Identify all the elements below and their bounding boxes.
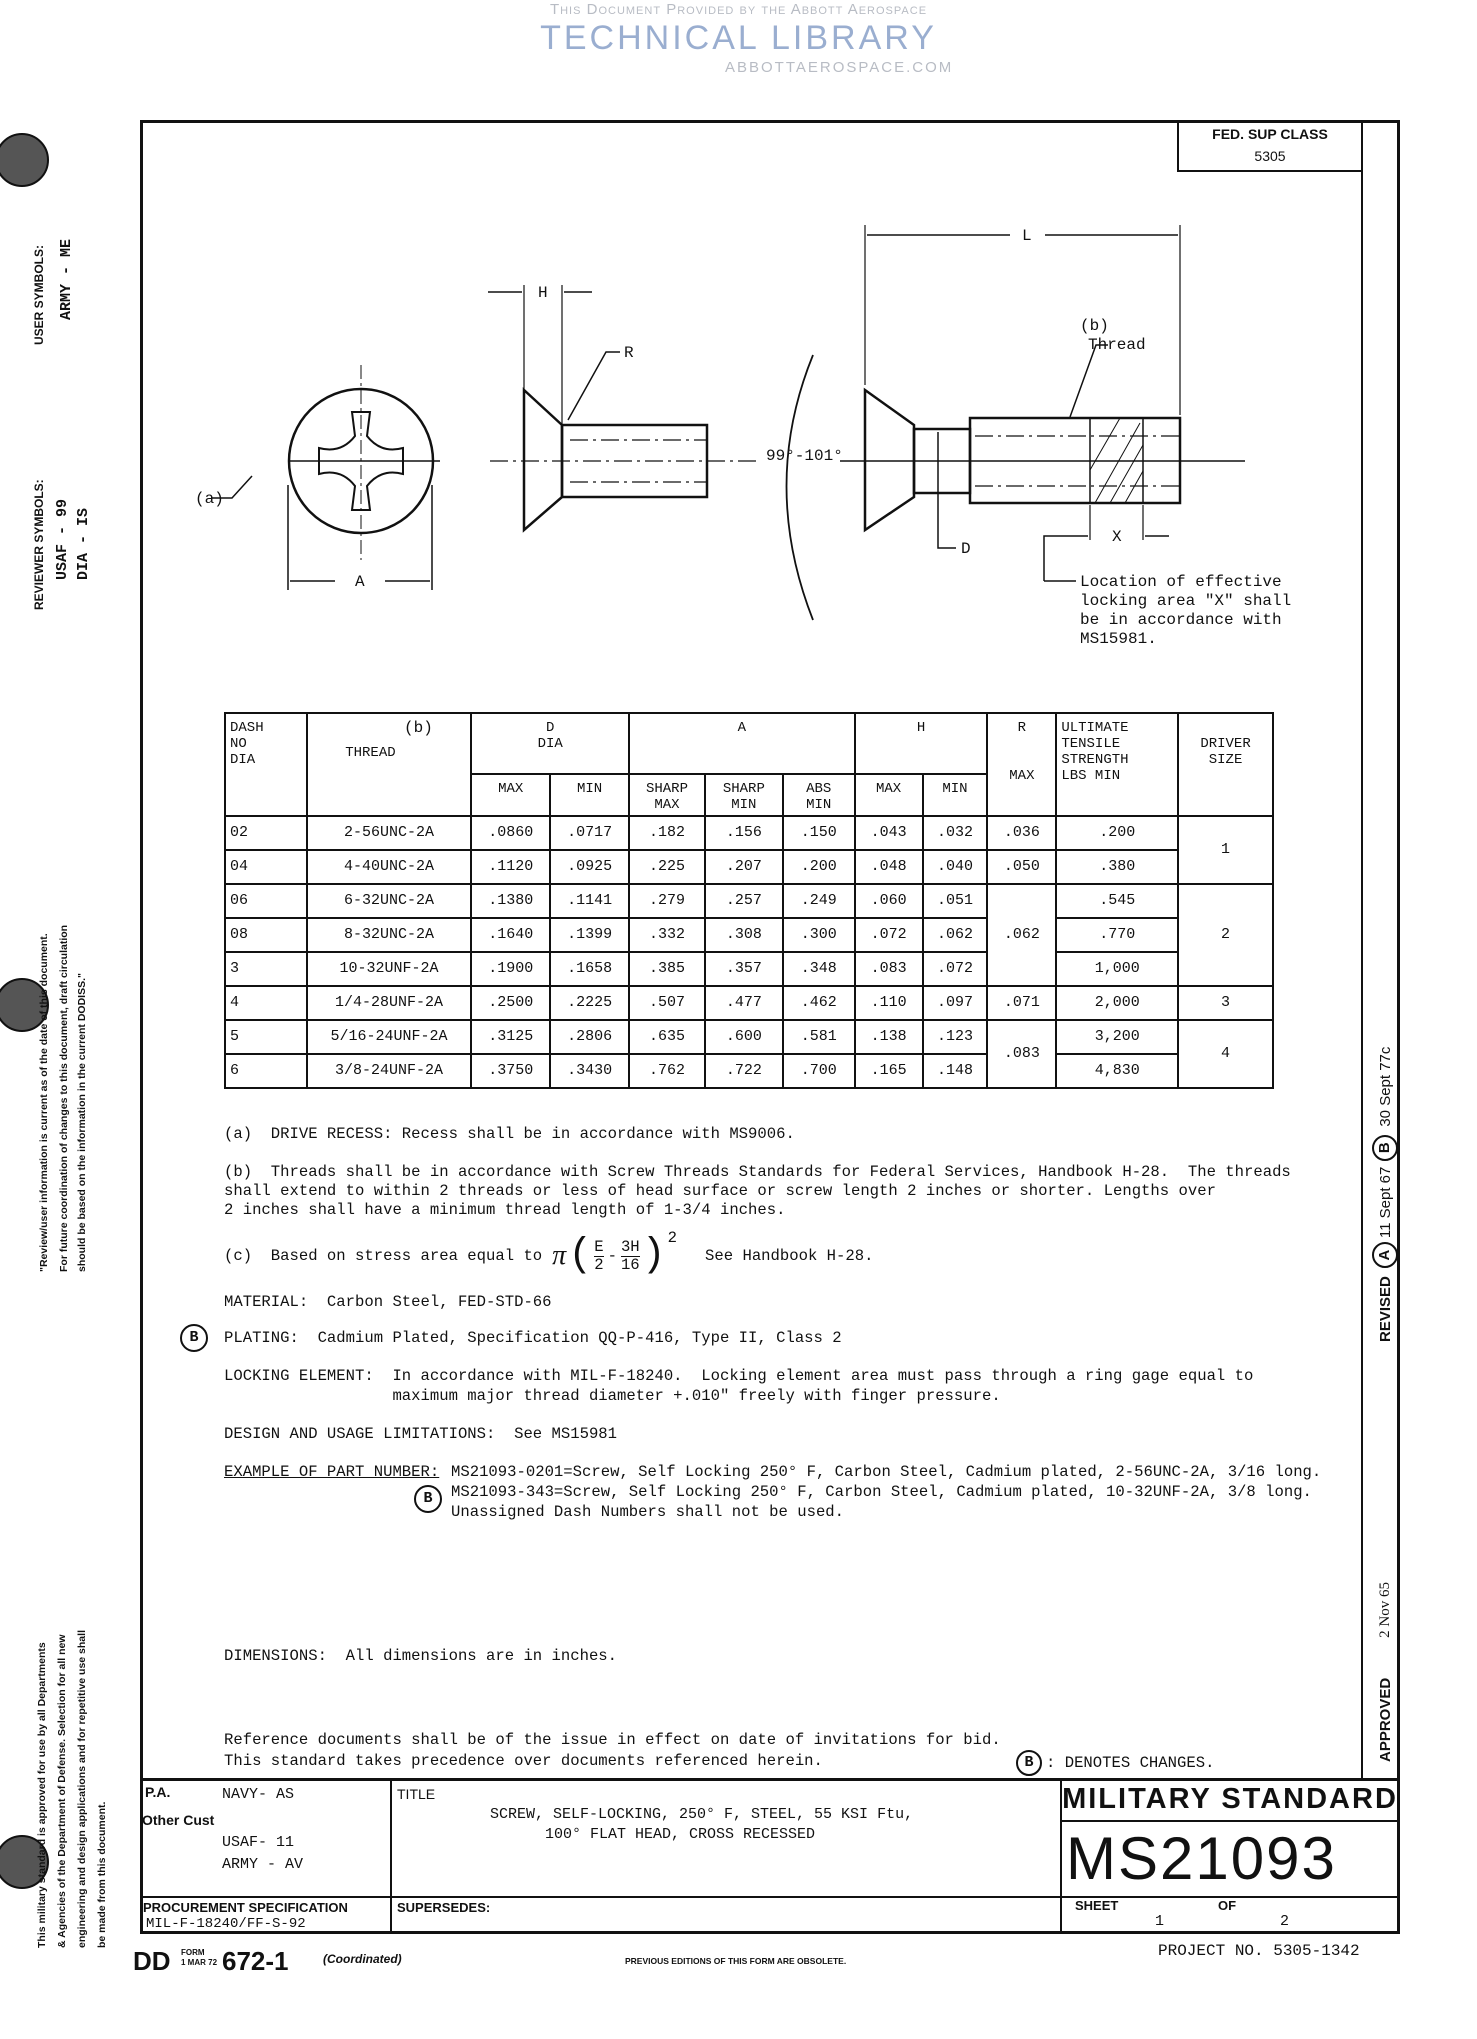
revision-b-date: 30 Sept 77c xyxy=(1376,1046,1394,1127)
dimension-table xyxy=(224,712,1274,1089)
cell-a-abs-min: .581 xyxy=(783,1020,855,1054)
approval-note-line: This military standard is approved for use by all Departments xyxy=(36,1642,48,1948)
cell-a-sharp-min: .257 xyxy=(705,884,783,918)
cell-a-abs-min: .300 xyxy=(783,918,855,952)
title-block-divider xyxy=(1060,1820,1400,1822)
cell-h-max: .083 xyxy=(855,952,923,986)
cell-a-abs-min: .150 xyxy=(783,816,855,850)
watermark-url: ABBOTTAEROSPACE.COM xyxy=(725,59,954,76)
cell-a-sharp-max: .385 xyxy=(629,952,705,986)
cell-r-max: .036 xyxy=(987,816,1056,850)
cell-d-max: .3750 xyxy=(471,1054,550,1088)
revision-a-mark: A xyxy=(1372,1242,1398,1268)
revised-label: REVISED xyxy=(1376,1276,1394,1342)
cell-d-max: .0860 xyxy=(471,816,550,850)
cell-dash-no: 06 xyxy=(225,884,307,918)
change-b-mark: B xyxy=(414,1485,442,1513)
table-row xyxy=(225,816,1273,850)
cell-r-max: .062 xyxy=(987,884,1056,986)
note-a-label: (a) xyxy=(195,490,224,508)
cell-thread: 10-32UNF-2A xyxy=(307,952,472,986)
cell-a-sharp-max: .225 xyxy=(629,850,705,884)
pa-label: P.A. xyxy=(145,1784,171,1800)
locking-element-line: LOCKING ELEMENT: In accordance with MIL-F-18240. Locking element area must pass through a ring gage equal to xyxy=(224,1367,1254,1385)
cell-r-max: .050 xyxy=(987,850,1056,884)
cell-a-sharp-min: .477 xyxy=(705,986,783,1020)
project-number: PROJECT NO. 5305-1342 xyxy=(1158,1942,1360,1960)
reference-note-line: This standard takes precedence over documents referenced herein. xyxy=(224,1752,823,1770)
title-line: 100° FLAT HEAD, CROSS RECESSED xyxy=(545,1826,816,1843)
header-h-min: MIN xyxy=(923,774,988,816)
cell-driver-size: 1 xyxy=(1178,816,1273,884)
cell-thread: 6-32UNC-2A xyxy=(307,884,472,918)
form-date: FORM 1 MAR 72 xyxy=(181,1948,218,1967)
cell-tensile-strength: .770 xyxy=(1056,918,1178,952)
formula-e-over-2: E 2 xyxy=(594,1237,604,1274)
title-label: TITLE xyxy=(397,1786,436,1802)
dimension-label-x: X xyxy=(1112,528,1122,546)
header-a-sharp-min: SHARP MIN xyxy=(705,774,783,816)
cell-a-sharp-max: .279 xyxy=(629,884,705,918)
cell-thread: 8-32UNC-2A xyxy=(307,918,472,952)
cell-tensile-strength: 2,000 xyxy=(1056,986,1178,1020)
cell-d-min: .0717 xyxy=(550,816,629,850)
change-b-mark: B xyxy=(1016,1750,1042,1776)
example-label: EXAMPLE OF PART NUMBER: xyxy=(224,1463,440,1481)
location-note-line: locking area "X" shall xyxy=(1080,592,1292,610)
plating: PLATING: Cadmium Plated, Specification QQ-P-416, Type II, Class 2 xyxy=(224,1329,842,1347)
header-driver-size: DRIVER SIZE xyxy=(1178,713,1273,816)
cell-h-min: .062 xyxy=(923,918,988,952)
cell-a-sharp-min: .600 xyxy=(705,1020,783,1054)
dimension-label-r: R xyxy=(624,344,634,362)
cell-h-min: .072 xyxy=(923,952,988,986)
cell-dash-no: 5 xyxy=(225,1020,307,1054)
design-usage-limitations: DESIGN AND USAGE LIMITATIONS: See MS15981 xyxy=(224,1425,618,1443)
cell-h-max: .138 xyxy=(855,1020,923,1054)
approval-note-line: be made from this document. xyxy=(96,1801,108,1948)
cell-a-sharp-max: .762 xyxy=(629,1054,705,1088)
header-r: R MAX xyxy=(987,713,1056,816)
dimension-label-l: L xyxy=(1022,227,1032,245)
coordinated-label: (Coordinated) xyxy=(323,1952,402,1966)
cell-a-sharp-max: .182 xyxy=(629,816,705,850)
approval-note-line: & Agencies of the Department of Defense. Selection for all new xyxy=(56,1634,68,1948)
cell-dash-no: 3 xyxy=(225,952,307,986)
cell-a-sharp-min: .207 xyxy=(705,850,783,884)
review-note-line: should be based on the information in the current DODISS." xyxy=(76,973,88,1272)
revision-b-mark: B xyxy=(1372,1135,1398,1161)
other-cust-value: USAF- 11 xyxy=(222,1834,295,1851)
dimension-label-d: D xyxy=(961,540,971,558)
user-symbols: ARMY - ME xyxy=(58,238,75,320)
reviewer-symbol: USAF - 99 xyxy=(54,498,71,580)
cell-h-max: .048 xyxy=(855,850,923,884)
of-label: OF xyxy=(1218,1898,1237,1913)
example-part-number-1: MS21093-0201=Screw, Self Locking 250° F, Carbon Steel, Cadmium plated, 2-56UNC-2A, 3/16 long. xyxy=(451,1463,1322,1481)
cell-d-min: .1399 xyxy=(550,918,629,952)
revision-column-divider xyxy=(1361,120,1363,1780)
review-note-line: "Review/user information is current as of the date of this document. xyxy=(38,933,50,1272)
table-row xyxy=(225,986,1273,1020)
dimensions-note: DIMENSIONS: All dimensions are in inches. xyxy=(224,1647,618,1665)
header-h: H xyxy=(855,713,988,774)
cell-h-min: .123 xyxy=(923,1020,988,1054)
title-block-divider xyxy=(390,1778,392,1934)
fed-sup-class-value: 5305 xyxy=(1254,148,1286,164)
cell-a-sharp-min: .156 xyxy=(705,816,783,850)
location-note-line: be in accordance with xyxy=(1080,611,1282,629)
thread-note-label: (b) xyxy=(1080,317,1109,335)
reference-note-line: Reference documents shall be of the issue in effect on date of invitations for bid. xyxy=(224,1731,1001,1749)
note-b-line: shall extend to within 2 threads or less of head surface or screw length 2 inches or shorter. Lengths over xyxy=(224,1182,1216,1200)
cell-a-abs-min: .348 xyxy=(783,952,855,986)
cell-h-min: .051 xyxy=(923,884,988,918)
cell-tensile-strength: 4,830 xyxy=(1056,1054,1178,1088)
cell-tensile-strength: 1,000 xyxy=(1056,952,1178,986)
cell-a-abs-min: .249 xyxy=(783,884,855,918)
cell-driver-size: 3 xyxy=(1178,986,1273,1020)
cell-a-abs-min: .700 xyxy=(783,1054,855,1088)
cell-d-max: .2500 xyxy=(471,986,550,1020)
table-row xyxy=(225,884,1273,918)
approval-note-line: engineering and design applications and for repetitive use shall xyxy=(76,1630,88,1948)
table-row xyxy=(225,918,1273,952)
header-ultimate-tensile-strength: ULTIMATE TENSILE STRENGTH LBS MIN xyxy=(1056,713,1178,816)
cell-a-sharp-min: .722 xyxy=(705,1054,783,1088)
note-c-prefix: (c) Based on stress area equal to xyxy=(224,1247,543,1265)
form-dd: DD xyxy=(133,1946,171,1976)
header-thread: THREAD $^{(b)}$ xyxy=(307,713,472,816)
military-standard-heading: MILITARY STANDARD xyxy=(1062,1783,1398,1815)
cell-h-max: .110 xyxy=(855,986,923,1020)
other-cust-label: Other Cust xyxy=(142,1812,215,1828)
cell-a-sharp-max: .332 xyxy=(629,918,705,952)
formula-exponent: 2 xyxy=(667,1229,678,1247)
pa-value: NAVY- AS xyxy=(222,1786,295,1803)
cell-dash-no: 6 xyxy=(225,1054,307,1088)
cell-d-min: .0925 xyxy=(550,850,629,884)
revision-a-date: 11 Sept 67 xyxy=(1376,1166,1394,1239)
cell-tensile-strength: .200 xyxy=(1056,816,1178,850)
user-symbols-label: USER SYMBOLS: xyxy=(32,244,46,345)
cell-h-min: .032 xyxy=(923,816,988,850)
revision-history xyxy=(1372,1047,1398,1762)
cell-r-max: .071 xyxy=(987,986,1056,1020)
procurement-spec-label: PROCUREMENT SPECIFICATION xyxy=(143,1900,348,1915)
note-c: (c) Based on stress area equal to π ( E 2 - 3H 16 ) 2 See Handbook H-28. xyxy=(224,1229,874,1278)
reviewer-symbols-label: REVIEWER SYMBOLS: xyxy=(32,479,46,610)
watermark-technical-library: TECHNICAL LIBRARY xyxy=(540,19,937,57)
cell-d-max: .1120 xyxy=(471,850,550,884)
form-number: 672-1 xyxy=(222,1946,289,1976)
cell-d-max: .3125 xyxy=(471,1020,550,1054)
table-row xyxy=(225,1020,1273,1054)
table-row xyxy=(225,850,1273,884)
header-d-max: MAX xyxy=(471,774,550,816)
cell-d-min: .1658 xyxy=(550,952,629,986)
cell-tensile-strength: .380 xyxy=(1056,850,1178,884)
previous-editions-note: PREVIOUS EDITIONS OF THIS FORM ARE OBSOLETE. xyxy=(625,1956,847,1966)
table-row xyxy=(225,1054,1273,1088)
cell-h-max: .072 xyxy=(855,918,923,952)
watermark-provided-by: This Document Provided by the Abbott Aerospace xyxy=(549,1,928,18)
header-a: A xyxy=(629,713,855,774)
thread-label: Thread xyxy=(1088,336,1146,354)
location-note-line: Location of effective xyxy=(1080,573,1282,591)
cell-dash-no: 08 xyxy=(225,918,307,952)
unassigned-dash-note: Unassigned Dash Numbers shall not be used. xyxy=(451,1503,845,1521)
note-b-line: 2 inches shall have a minimum thread length of 1-3/4 inches. xyxy=(224,1201,786,1219)
cell-driver-size: 2 xyxy=(1178,884,1273,986)
angle-label: 99°-101° xyxy=(766,447,843,465)
cell-driver-size: 4 xyxy=(1178,1020,1273,1088)
cell-tensile-strength: .545 xyxy=(1056,884,1178,918)
cell-d-min: .2225 xyxy=(550,986,629,1020)
cell-d-max: .1900 xyxy=(471,952,550,986)
cell-thread: 1/4-28UNF-2A xyxy=(307,986,472,1020)
cell-tensile-strength: 3,200 xyxy=(1056,1020,1178,1054)
header-dash-no: DASH NO DIA xyxy=(225,713,307,816)
fed-sup-class-label: FED. SUP CLASS xyxy=(1212,126,1328,142)
location-note-line: MS15981. xyxy=(1080,630,1157,648)
cell-h-min: .097 xyxy=(923,986,988,1020)
standard-number: MS21093 xyxy=(1066,1825,1337,1892)
cell-d-min: .1141 xyxy=(550,884,629,918)
sheet-label: SHEET xyxy=(1075,1898,1119,1913)
supersedes-label: SUPERSEDES: xyxy=(397,1900,491,1915)
cell-dash-no: 02 xyxy=(225,816,307,850)
cell-thread: 2-56UNC-2A xyxy=(307,816,472,850)
table-row xyxy=(225,952,1273,986)
cell-h-max: .043 xyxy=(855,816,923,850)
dimension-label-a: A xyxy=(355,573,365,591)
note-a: (a) DRIVE RECESS: Recess shall be in accordance with MS9006. xyxy=(224,1125,795,1143)
note-b-line: (b) Threads shall be in accordance with Screw Threads Standards for Federal Services, Handbook H-28. The threads xyxy=(224,1163,1291,1181)
cell-r-max: .083 xyxy=(987,1020,1056,1088)
cell-a-sharp-min: .357 xyxy=(705,952,783,986)
approved-label: APPROVED xyxy=(1376,1677,1394,1762)
pi-symbol: π xyxy=(552,1240,567,1271)
cell-thread: 4-40UNC-2A xyxy=(307,850,472,884)
reviewer-symbol: DIA - IS xyxy=(75,507,92,580)
approved-date: 2 Nov 65 xyxy=(1376,1581,1393,1638)
cell-dash-no: 4 xyxy=(225,986,307,1020)
locking-element-line: maximum major thread diameter +.010" freely with finger pressure. xyxy=(224,1387,1001,1405)
header-h-max: MAX xyxy=(855,774,923,816)
title-block-divider xyxy=(140,1896,1400,1898)
cell-h-min: .148 xyxy=(923,1054,988,1088)
cell-h-max: .060 xyxy=(855,884,923,918)
formula-3h-over-16: 3H 16 xyxy=(620,1237,640,1274)
of-value: 2 xyxy=(1280,1913,1290,1930)
cell-h-max: .165 xyxy=(855,1054,923,1088)
cell-a-sharp-max: .507 xyxy=(629,986,705,1020)
cell-a-abs-min: .200 xyxy=(783,850,855,884)
change-b-mark: B xyxy=(180,1324,208,1352)
sheet-value: 1 xyxy=(1155,1913,1165,1930)
cell-thread: 5/16-24UNF-2A xyxy=(307,1020,472,1054)
fed-sup-class-box xyxy=(1177,120,1363,172)
header-d-dia: D DIA xyxy=(471,713,629,774)
other-cust-value: ARMY - AV xyxy=(222,1856,304,1873)
denotes-changes: : DENOTES CHANGES. xyxy=(1046,1754,1215,1772)
cell-d-max: .1640 xyxy=(471,918,550,952)
procurement-spec-value: MIL-F-18240/FF-S-92 xyxy=(146,1916,306,1932)
cell-dash-no: 04 xyxy=(225,850,307,884)
header-a-sharp-max: SHARP MAX xyxy=(629,774,705,816)
cell-a-sharp-min: .308 xyxy=(705,918,783,952)
dimension-label-h: H xyxy=(538,284,548,302)
example-part-number-2: MS21093-343=Screw, Self Locking 250° F, Carbon Steel, Cadmium plated, 10-32UNF-2A, 3/8 long. xyxy=(451,1483,1312,1501)
material: MATERIAL: Carbon Steel, FED-STD-66 xyxy=(224,1293,552,1311)
note-c-suffix: See Handbook H-28. xyxy=(705,1247,874,1265)
cell-d-min: .3430 xyxy=(550,1054,629,1088)
cell-a-abs-min: .462 xyxy=(783,986,855,1020)
header-a-abs-min: ABS MIN xyxy=(783,774,855,816)
review-note-line: For future coordination of changes to this document, draft circulation xyxy=(58,924,70,1272)
cell-h-min: .040 xyxy=(923,850,988,884)
title-line: SCREW, SELF-LOCKING, 250° F, STEEL, 55 KSI Ftu, xyxy=(490,1806,914,1823)
header-d-min: MIN xyxy=(550,774,629,816)
cell-thread: 3/8-24UNF-2A xyxy=(307,1054,472,1088)
cell-d-min: .2806 xyxy=(550,1020,629,1054)
cell-d-max: .1380 xyxy=(471,884,550,918)
cell-a-sharp-max: .635 xyxy=(629,1020,705,1054)
